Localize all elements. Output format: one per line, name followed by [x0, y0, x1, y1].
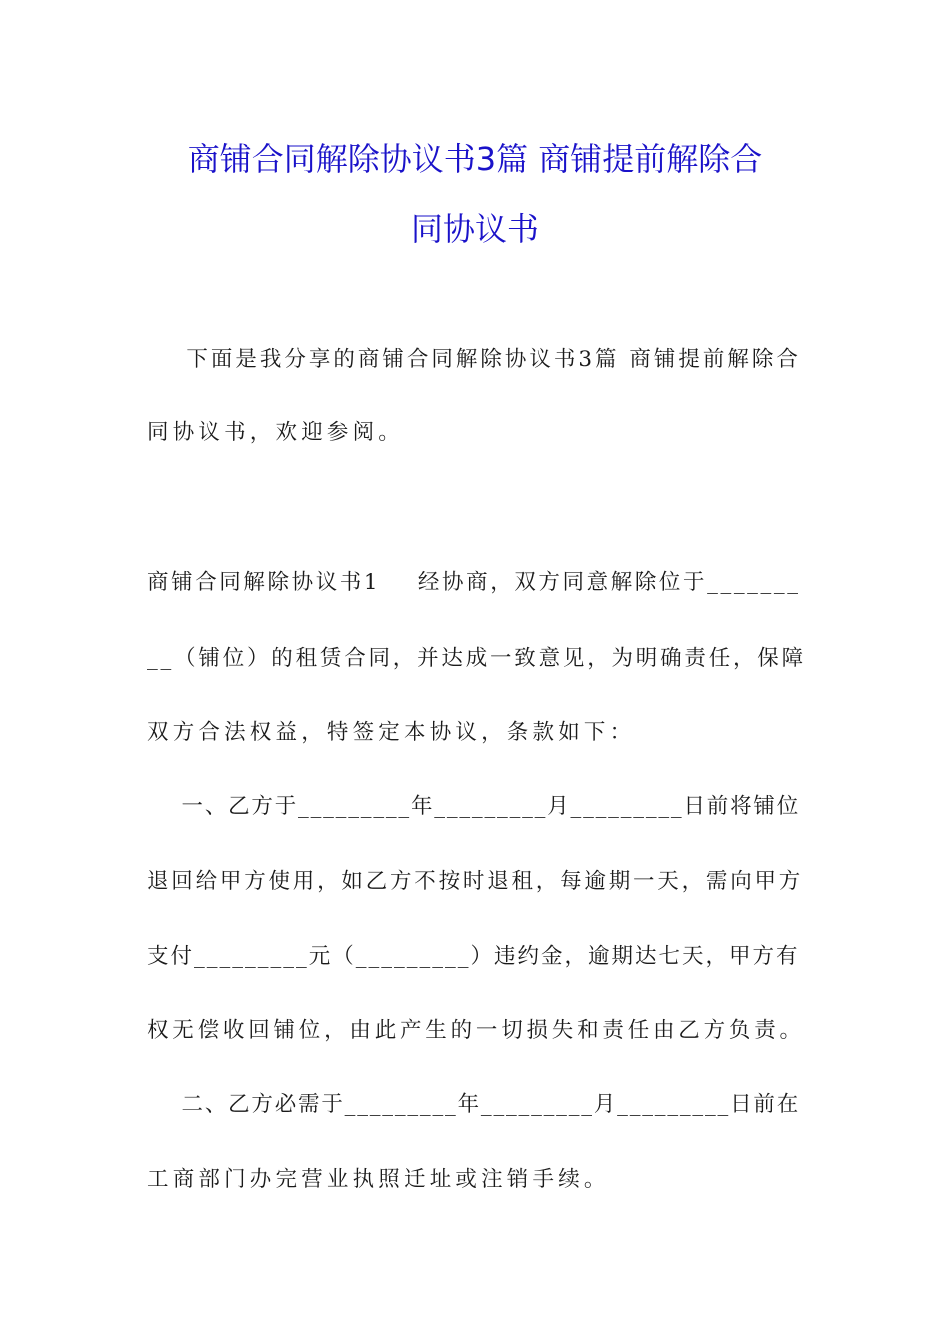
agreement-1-line-2: __（铺位）的租赁合同，并达成一致意见，为明确责任，保障 — [147, 646, 806, 671]
clause-1-line-3: 支付_________元（_________）违约金，逾期达七天，甲方有 — [147, 944, 800, 969]
clause-1-line-2: 退回给甲方使用，如乙方不按时退租，每逾期一天，需向甲方 — [147, 869, 804, 894]
document-title-line-1: 商铺合同解除协议书3篇 商铺提前解除合 — [187, 140, 763, 178]
agreement-1-line-3: 双方合法权益，特签定本协议，条款如下： — [147, 720, 636, 745]
agreement-1-line-1: 商铺合同解除协议书1 经协商，双方同意解除位于_______ — [147, 570, 801, 595]
clause-1-line-1: 一、乙方于_________年_________月_________日前将铺位 — [147, 794, 800, 819]
document-title-line-2: 同协议书 — [410, 210, 539, 248]
clause-2-line-2: 工商部门办完营业执照迁址或注销手续。 — [147, 1167, 610, 1192]
clause-1-line-4: 权无偿收回铺位，由此产生的一切损失和责任由乙方负责。 — [147, 1018, 805, 1043]
intro-paragraph-line-1: 下面是我分享的商铺合同解除协议书3篇 商铺提前解除合 — [147, 347, 801, 372]
intro-paragraph-line-2: 同协议书，欢迎参阅。 — [147, 420, 405, 445]
clause-2-line-1: 二、乙方必需于_________年_________月_________日前在 — [147, 1092, 800, 1117]
